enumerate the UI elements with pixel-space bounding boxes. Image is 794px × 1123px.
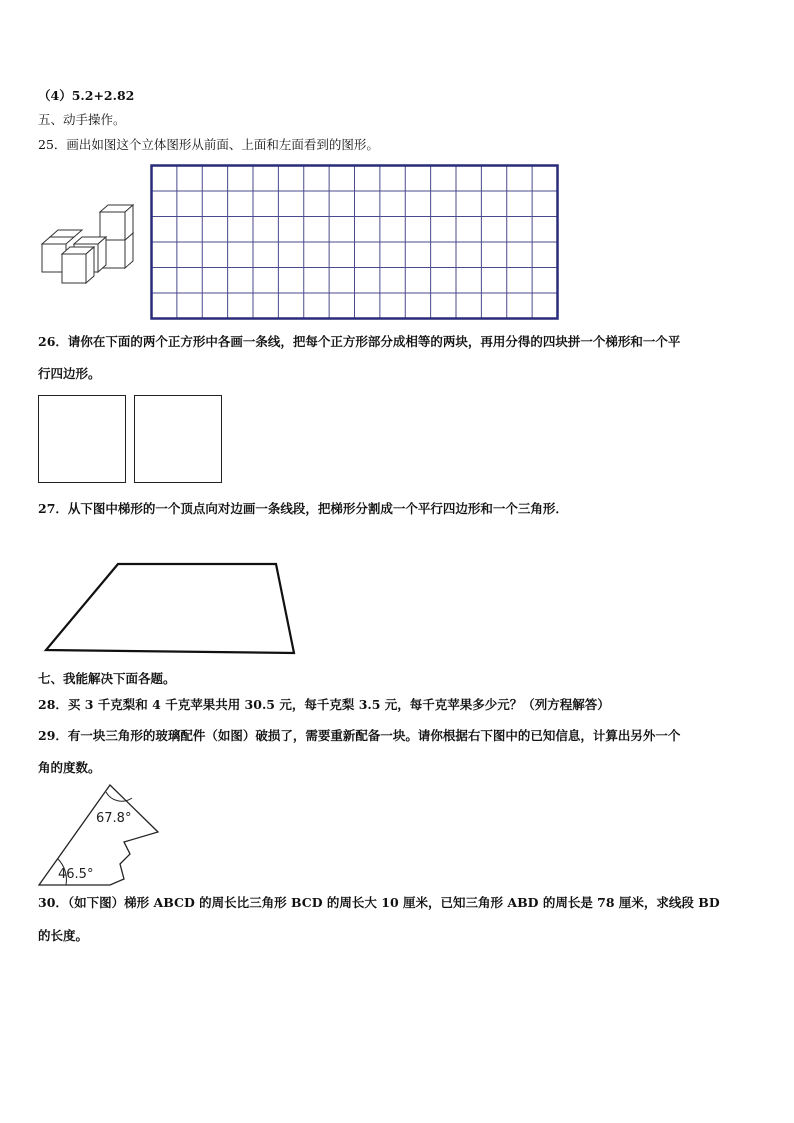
question-26-line2: 行四边形。 [38,366,101,381]
question-27: 27．从下图中梯形的一个顶点向对边画一条线段，把梯形分割成一个平行四边形和一个三角形． [38,501,568,516]
square-1[interactable] [38,395,126,483]
cube-stack-figure [38,200,140,285]
angle-label-bottom-left: 46.5° [58,867,94,882]
question-30-line2: 的长度。 [38,928,89,943]
question-26-line1: 26．请你在下面的两个正方形中各画一条线，把每个正方形部分成相等的两块，再用分得的四块拼一个梯形和一个平 [38,334,681,349]
angle-label-top: 67.8° [96,811,132,826]
broken-triangle-figure [36,782,166,888]
question-29-line1: 29．有一块三角形的玻璃配件（如图）破损了，需要重新配备一块。请你根据右下图中的已知信息，计算出另外一个 [38,728,681,743]
trapezoid-figure[interactable] [40,558,302,658]
question-25: 25．画出如图这个立体图形从前面、上面和左面看到的图形。 [38,137,379,152]
question-29-line2: 角的度数。 [38,760,101,775]
square-2[interactable] [134,395,222,483]
question-30-line1: 30．（如下图）梯形 ABCD 的周长比三角形 BCD 的周长大 10 厘米，已知三角形 ABD 的周长是 78 厘米，求线段 BD [38,895,720,910]
question-28: 28．买 3 千克梨和 4 千克苹果共用 30.5 元，每千克梨 3.5 元，每千克苹果多少元？（列方程解答） [38,697,610,712]
section-7-heading: 七、我能解决下面各题。 [38,671,176,686]
section-5-heading: 五、动手操作。 [38,112,126,127]
q24-part4: （4）5.2+2.82 [38,88,135,103]
drawing-grid[interactable] [150,164,559,320]
